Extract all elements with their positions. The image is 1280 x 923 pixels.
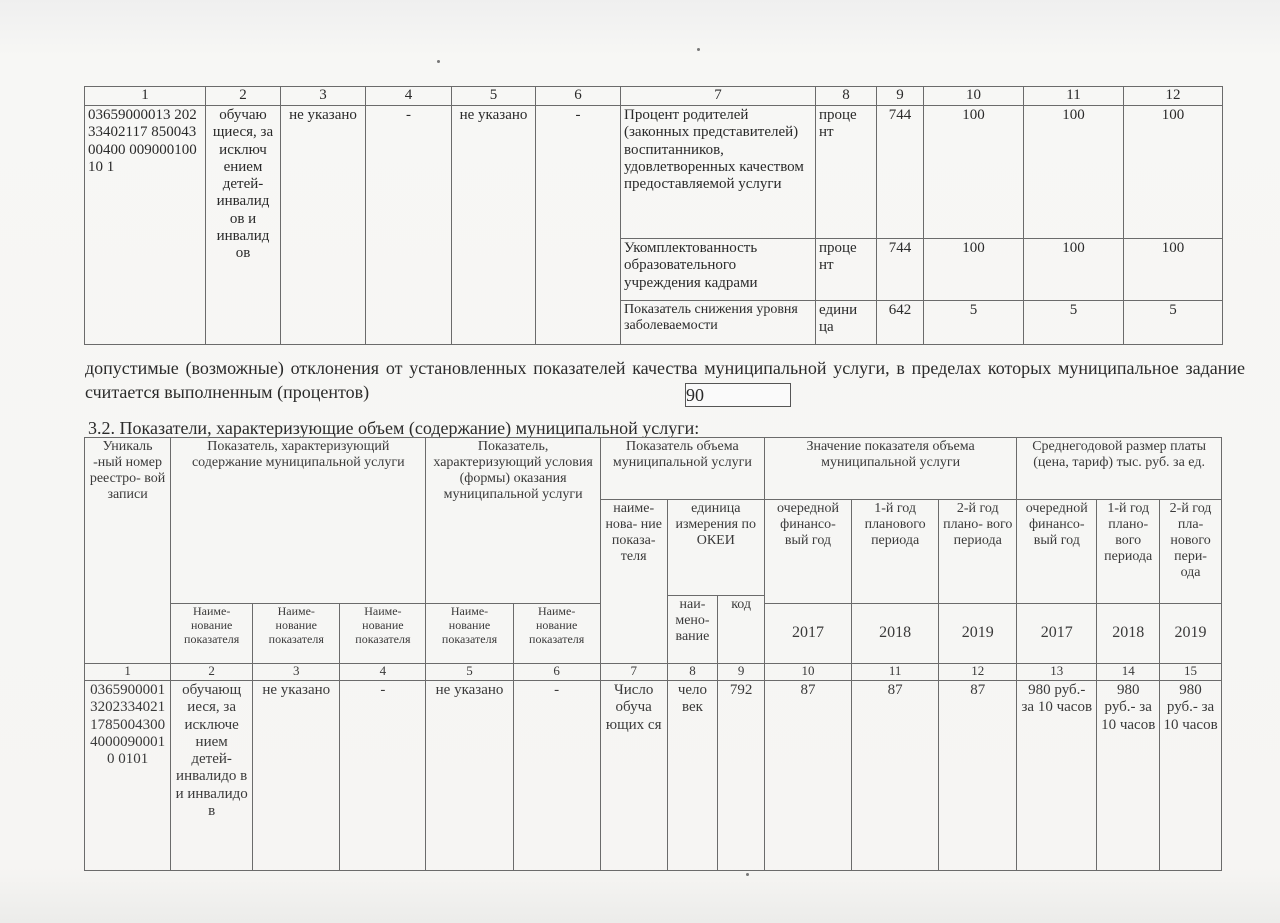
value-year-2: 100	[1024, 106, 1124, 239]
col-num: 11	[852, 664, 939, 681]
value-year-2: 100	[1024, 239, 1124, 301]
col-num: 13	[1017, 664, 1097, 681]
col-num: 2	[206, 87, 281, 106]
header-volume: Показатель объема муниципальной услуги	[600, 438, 764, 500]
col-num: 9	[877, 87, 924, 106]
header-fee-plan-1: 1-й год плано- вого периода	[1097, 500, 1160, 604]
header-avg-fee: Среднегодовой размер платы (цена, тариф) тыс. руб. за ед.	[1017, 438, 1222, 500]
header-volume-name: наиме- нова- ние показа- теля	[600, 500, 667, 664]
col-num: 7	[621, 87, 816, 106]
deviation-value-box: 90	[685, 383, 791, 407]
col-num: 8	[816, 87, 877, 106]
header-unique-number: Уникаль -ный номер реестро- вой записи	[85, 438, 171, 664]
content-indicator-2: не указано	[253, 681, 340, 871]
col-num: 15	[1160, 664, 1222, 681]
condition-indicator-1: не указано	[426, 681, 513, 871]
year-cell: 2019	[1160, 604, 1222, 664]
col-num: 5	[426, 664, 513, 681]
header-unit-name: наи- мено- вание	[667, 596, 718, 664]
header-plan-year-2: 2-й год плано- вого периода	[939, 500, 1017, 604]
header-fee-next-year: очередной финансо- вый год	[1017, 500, 1097, 604]
year-cell: 2017	[764, 604, 851, 664]
col-num: 10	[924, 87, 1024, 106]
header-indicator-name: Наиме- нование показателя	[426, 604, 513, 664]
content-indicator: обучающ иеся, за исключе нием детей- инвалидо в и инвалидо в	[171, 681, 253, 871]
fee-year-1: 980 руб.- за 10 часов	[1017, 681, 1097, 871]
col-num: 12	[1124, 87, 1223, 106]
header-indicator-name: Наиме- нование показателя	[340, 604, 426, 664]
col-num: 9	[718, 664, 765, 681]
indicator-unit: чело век	[667, 681, 718, 871]
header-plan-year-1: 1-й год планового периода	[852, 500, 939, 604]
section-title: 3.2. Показатели, характеризующие объем (содержание) муниципальной услуги:	[88, 418, 700, 438]
year-cell: 2018	[852, 604, 939, 664]
condition-indicator-1: не указано	[452, 106, 536, 345]
col-num: 2	[171, 664, 253, 681]
registry-number: 03659000013 20233402117 85004300400 00900010010 1	[85, 106, 206, 345]
value-year-1: 5	[924, 301, 1024, 345]
header-next-year: очередной финансо- вый год	[764, 500, 851, 604]
scan-speck	[746, 873, 749, 876]
header-unit-code: код	[718, 596, 765, 664]
registry-number: 03659000013202334021178500430040000900010 0101	[85, 681, 171, 871]
content-indicator-2: не указано	[281, 106, 366, 345]
col-num: 3	[281, 87, 366, 106]
content-indicator-3: -	[340, 681, 426, 871]
year-cell: 2017	[1017, 604, 1097, 664]
col-num: 11	[1024, 87, 1124, 106]
col-num: 14	[1097, 664, 1160, 681]
header-volume-value: Значение показателя объема муниципальной услуги	[764, 438, 1016, 500]
content-indicator: обучаю щиеся, за исключ ением детей- инвалид ов и инвалид ов	[206, 106, 281, 345]
deviation-text: допустимые (возможные) отклонения от установленных показателей качества муниципальной услуги, в пределах которых муниципальное задание считается выполненным (процентов)	[85, 358, 1245, 402]
fee-year-2: 980 руб.- за 10 часов	[1097, 681, 1160, 871]
year-cell: 2019	[939, 604, 1017, 664]
column-numbers-row	[85, 87, 1223, 106]
indicator-unit: едини ца	[816, 301, 877, 345]
table-row	[85, 681, 1222, 871]
value-year-3: 100	[1124, 239, 1223, 301]
indicator-unit: проце нт	[816, 239, 877, 301]
col-num: 4	[366, 87, 452, 106]
header-indicator-name: Наиме- нование показателя	[171, 604, 253, 664]
scan-speck	[437, 60, 440, 63]
header-fee-plan-2: 2-й год пла- нового пери- ода	[1160, 500, 1222, 604]
table-row	[85, 106, 1223, 239]
col-num: 4	[340, 664, 426, 681]
value-year-3: 100	[1124, 106, 1223, 239]
indicator-name: Процент родителей (законных представителей) воспитанников, удовлетворенных качеством предоставляемой услуги	[621, 106, 816, 239]
value-year-2: 87	[852, 681, 939, 871]
indicator-name: Показатель снижения уровня заболеваемости	[621, 301, 816, 345]
col-num: 1	[85, 87, 206, 106]
volume-indicators-table	[84, 437, 1222, 871]
condition-indicator-2: -	[536, 106, 621, 345]
condition-indicator-2: -	[513, 681, 600, 871]
quality-indicators-table	[84, 86, 1223, 345]
scan-speck	[697, 48, 700, 51]
indicator-code: 642	[877, 301, 924, 345]
indicator-name: Укомплектованность образовательного учреждения кадрами	[621, 239, 816, 301]
value-year-1: 100	[924, 106, 1024, 239]
col-num: 6	[513, 664, 600, 681]
header-indicator-name: Наиме- нование показателя	[513, 604, 600, 664]
header-conditions: Показатель, характеризующий условия (формы) оказания муниципальной услуги	[426, 438, 600, 604]
indicator-code: 744	[877, 106, 924, 239]
indicator-name: Число обуча ющих ся	[600, 681, 667, 871]
value-year-1: 100	[924, 239, 1024, 301]
year-cell: 2018	[1097, 604, 1160, 664]
col-num: 1	[85, 664, 171, 681]
col-num: 6	[536, 87, 621, 106]
indicator-unit: проце нт	[816, 106, 877, 239]
header-row-1	[85, 438, 1222, 500]
indicator-code: 792	[718, 681, 765, 871]
col-num: 7	[600, 664, 667, 681]
value-year-3: 5	[1124, 301, 1223, 345]
value-year-3: 87	[939, 681, 1017, 871]
indicator-code: 744	[877, 239, 924, 301]
col-num: 3	[253, 664, 340, 681]
value-year-1: 87	[764, 681, 851, 871]
header-volume-unit: единица измерения по ОКЕИ	[667, 500, 764, 596]
header-indicator-name: Наиме- нование показателя	[253, 604, 340, 664]
deviation-paragraph	[85, 356, 1245, 404]
header-content: Показатель, характеризующий содержание муниципальной услуги	[171, 438, 426, 604]
col-num: 8	[667, 664, 718, 681]
fee-year-3: 980 руб.- за 10 часов	[1160, 681, 1222, 871]
column-numbers-row	[85, 664, 1222, 681]
col-num: 5	[452, 87, 536, 106]
col-num: 12	[939, 664, 1017, 681]
value-year-2: 5	[1024, 301, 1124, 345]
col-num: 10	[764, 664, 851, 681]
content-indicator-3: -	[366, 106, 452, 345]
